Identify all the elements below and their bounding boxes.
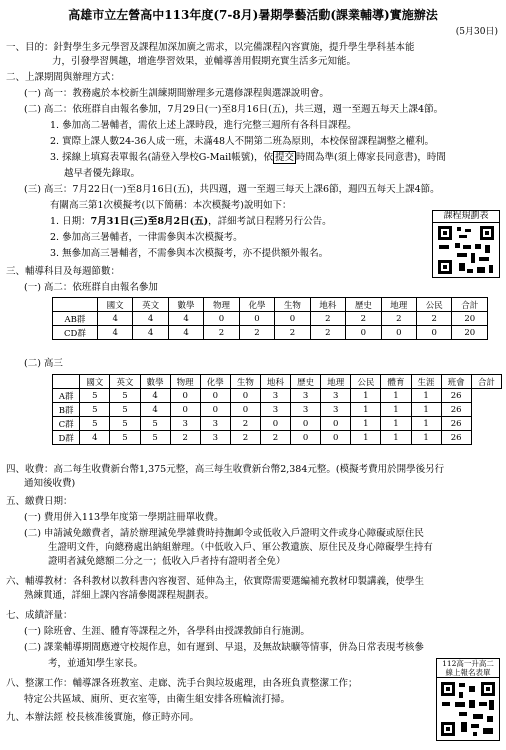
section-2-item-2-b: 2. 實際上課人數24-36人成一班，未滿48人不開第二班為原則，本校保留課程調整之權利。 (50, 136, 435, 147)
table-cell: 2 (381, 312, 416, 326)
table-row (53, 389, 502, 403)
boxed-word: 提交 (274, 152, 294, 163)
table-cell: 0 (170, 403, 200, 417)
qr-label (437, 659, 499, 678)
section-2-item-3-c: 3. 無參加高三暑輔者，不需參與本次模擬考，亦不提供額外報名。 (50, 248, 329, 259)
table-header-cell: 公民 (417, 298, 452, 312)
section-3-heading: 三、輔導科目及每週節數： (6, 266, 121, 277)
table-cell: 1 (411, 417, 441, 431)
section-7-item-2-cont: 考，並通知學生家長。 (48, 658, 144, 669)
table-cell: 2 (275, 326, 310, 340)
table-cell: 0 (200, 389, 230, 403)
table-cell: D群 (53, 431, 80, 445)
table-cell: 5 (140, 431, 170, 445)
section-2-item-2-c (50, 152, 446, 164)
section-8-cleaning-cont: 特定公共區域、廁所、更衣室等，由衛生組安排各班輪流打掃。 (24, 694, 291, 705)
table-cell: 0 (321, 431, 351, 445)
table-cell: 0 (200, 403, 230, 417)
document-title: 高雄市立左營高中113年度(7-8月)暑期學藝活動(課業輔導)實施辦法 (68, 8, 438, 22)
table-cell: 5 (110, 403, 140, 417)
table-header-cell: 公民 (351, 375, 381, 389)
table-cell: 1 (381, 389, 411, 403)
table-cell: 0 (260, 417, 290, 431)
section-9-approval: 九、本辦法經 校長核准後實施，修正時亦同。 (6, 712, 200, 723)
table-cell: 1 (351, 417, 381, 431)
table-cell: 0 (230, 403, 260, 417)
qr-code-icon (433, 223, 499, 277)
table-cell: 5 (110, 389, 140, 403)
table-cell: 0 (417, 326, 452, 340)
signup-form-qr[interactable] (436, 658, 500, 741)
table-cell: 0 (321, 417, 351, 431)
grade12-subject-table (52, 374, 502, 445)
section-5-item-1: (一) 費用併入113學年度第一學期註冊單收費。 (24, 512, 224, 523)
table-cell: 3 (170, 417, 200, 431)
table-cell: 26 (441, 389, 471, 403)
table-cell: 0 (381, 326, 416, 340)
section-2-item-2-a: 1. 參加高二暑輔者，需依上述上課時段，進行完整三週所有各科目課程。 (50, 120, 357, 131)
table-cell: B群 (53, 403, 80, 417)
section-4-fees: 四、收費：高二每生收費新台幣1,375元整，高三每生收費新台幣2,384元整。(模擬考費用於開學後另行 (6, 464, 445, 475)
table-cell: 4 (97, 312, 132, 326)
course-plan-qr[interactable] (432, 210, 500, 278)
table-cell: 1 (411, 389, 441, 403)
table-header-cell: 化學 (200, 375, 230, 389)
table-cell: 26 (441, 431, 471, 445)
table-cell: 2 (230, 431, 260, 445)
section-2-item-1: (一) 高一：教務處於本校新生訓練期間辦理多元選修課程與選課說明會。 (24, 88, 329, 99)
table-cell: 2 (310, 312, 345, 326)
section-2-item-3-note: 有關高三第1次模擬考(以下簡稱：本次模擬考)說明如下： (50, 200, 292, 211)
section-1-purpose-cont: 力，引發學習興趣，增進學習效果，並輔導善用假期充實生活多元知能。 (52, 56, 357, 67)
table-header-cell: 物理 (204, 298, 239, 312)
text-segment: 時間為準(須上傳家長同意書)，時間 (295, 152, 446, 163)
table-header-cell: 合計 (471, 375, 501, 389)
table-cell: 2 (310, 326, 345, 340)
table-cell: 1 (351, 389, 381, 403)
section-5-item-2: (二) 申請減免繳費者，請於辦理減免學雜費時持撫卹令或低收入戶證明文件或身心障礙或原住民 (24, 528, 424, 539)
table-cell: 4 (168, 312, 203, 326)
table-cell: A群 (53, 389, 80, 403)
table-cell: 0 (346, 326, 381, 340)
bold-date: 7月31日(三)至8月2日(五) (90, 216, 209, 227)
section-6-materials: 六、輔導教材：各科教材以教科書內容複習、延伸為主，依實際需要選編補充教材印製講義，使學生 (6, 576, 425, 587)
section-1-purpose: 一、目的：針對學生多元學習及課程加深加廣之需求，以完備課程內容實施，提升學生學科基本能 (6, 42, 415, 53)
section-2-item-2: (二) 高二：依班群自由報名參加，7月29日(一)至8月16日(五)，共三週，週一至週五每天上課4節。 (24, 104, 444, 115)
table-cell: 5 (80, 403, 110, 417)
table-header-cell: 合計 (452, 298, 488, 312)
table-cell: 26 (441, 403, 471, 417)
table-cell: 2 (170, 431, 200, 445)
table-cell: 3 (200, 431, 230, 445)
table-cell: 2 (417, 312, 452, 326)
table-cell: 2 (239, 326, 274, 340)
text-segment: ，詳細考試日程將另行公告。 (208, 216, 332, 227)
table-cell: 0 (291, 431, 321, 445)
section-3-item-1: (一) 高二：依班群自由報名參加 (24, 282, 158, 293)
table-cell: 1 (411, 431, 441, 445)
table-header-cell (53, 298, 98, 312)
table-cell: 0 (204, 312, 239, 326)
table-header-cell: 地理 (381, 298, 416, 312)
table-cell: 4 (80, 431, 110, 445)
table-header-cell: 體育 (381, 375, 411, 389)
table-cell: 26 (441, 417, 471, 431)
table-row (53, 417, 502, 431)
table-cell: 3 (260, 389, 290, 403)
table-header-cell: 歷史 (346, 298, 381, 312)
table-header-cell: 英文 (133, 298, 168, 312)
section-8-cleaning: 八、整潔工作：輔導課各班教室、走廊、洗手台與垃圾處理，由各班負責整潔工作； (6, 678, 358, 689)
qr-code-icon (437, 678, 499, 740)
table-cell: 0 (170, 389, 200, 403)
table-cell: 3 (321, 389, 351, 403)
table-cell: 20 (452, 326, 488, 340)
table-cell: 5 (140, 417, 170, 431)
table-cell: 1 (381, 431, 411, 445)
table-cell: 2 (204, 326, 239, 340)
table-header-row (53, 375, 502, 389)
section-2-item-3-b: 2. 參加高三暑輔者，一律需參與本次模擬考。 (50, 232, 243, 243)
table-cell: 0 (230, 389, 260, 403)
table-cell: 2 (260, 431, 290, 445)
table-cell: 1 (381, 403, 411, 417)
table-cell: 0 (239, 312, 274, 326)
table-cell: 4 (97, 326, 132, 340)
table-header-cell: 化學 (239, 298, 274, 312)
table-cell: 3 (260, 403, 290, 417)
table-cell: AB群 (53, 312, 98, 326)
grade11-subject-table (52, 297, 488, 340)
table-cell: 5 (80, 389, 110, 403)
table-cell: 5 (80, 417, 110, 431)
table-header-cell: 地科 (260, 375, 290, 389)
section-7-heading: 七、成績評量： (6, 610, 73, 621)
table-cell: 4 (133, 326, 168, 340)
table-cell: 4 (168, 326, 203, 340)
table-cell: 20 (452, 312, 488, 326)
section-3-item-2: (二) 高三 (24, 358, 63, 369)
section-7-item-2: (二) 課業輔導期間應遵守校規作息，如有遲到、早退，及無故缺曠等情事，併為日常表現考核參 (24, 642, 424, 653)
table-header-cell: 國文 (97, 298, 132, 312)
table-header-cell: 班會 (441, 375, 471, 389)
table-header-cell: 物理 (170, 375, 200, 389)
table-cell: CD群 (53, 326, 98, 340)
table-row (53, 431, 502, 445)
text-segment: 1. 日期： (50, 216, 91, 227)
table-cell: 3 (321, 403, 351, 417)
table-header-cell: 地理 (321, 375, 351, 389)
table-cell: 1 (351, 431, 381, 445)
qr-label-line-1: 112高一升高二 (442, 659, 494, 668)
table-cell: 3 (200, 417, 230, 431)
qr-label: 課程規劃表 (433, 211, 499, 223)
table-cell: 4 (140, 389, 170, 403)
table-header-cell: 生涯 (411, 375, 441, 389)
table-cell: C群 (53, 417, 80, 431)
table-header-cell: 國文 (80, 375, 110, 389)
table-cell: 2 (346, 312, 381, 326)
table-cell: 0 (275, 312, 310, 326)
table-cell: 1 (351, 403, 381, 417)
section-2-item-2-c-cont: 越早者優先錄取。 (64, 168, 141, 179)
table-cell: 1 (411, 403, 441, 417)
section-2-heading: 二、上課期間與辦理方式： (6, 72, 121, 83)
table-cell: 4 (140, 403, 170, 417)
table-cell: 3 (291, 403, 321, 417)
table-header-cell: 英文 (110, 375, 140, 389)
table-header-cell: 數學 (168, 298, 203, 312)
table-header-row (53, 298, 488, 312)
table-row (53, 403, 502, 417)
section-7-item-1: (一) 除班會、生涯、體育等課程之外，各學科由授課教師自行施測。 (24, 626, 310, 637)
table-row (53, 326, 488, 340)
qr-label-line-2: 線上報名表單 (445, 668, 491, 677)
table-cell: 2 (230, 417, 260, 431)
section-2-item-3: (三) 高三：7月22日(一)至8月16日(五)，共四週，週一至週三每天上課6節，週四五每天上課4節。 (24, 184, 440, 195)
table-cell: 3 (291, 389, 321, 403)
table-header-cell (53, 375, 80, 389)
section-4-fees-cont: 通知後收費) (24, 478, 76, 489)
table-header-cell: 生物 (230, 375, 260, 389)
table-header-cell: 地科 (310, 298, 345, 312)
section-5-item-2-cont: 生證明文件，向總務處出納組辦理。（中低收入戶、軍公教遺族、原住民及身心障礙學生持有 (48, 542, 433, 553)
table-header-cell: 歷史 (291, 375, 321, 389)
section-5-heading: 五、繳費日期： (6, 496, 73, 507)
table-row (53, 312, 488, 326)
table-cell: 0 (291, 417, 321, 431)
text-segment: 3. 採線上填寫表單報名(請登入學校G-Mail帳號)，依 (50, 152, 273, 163)
table-cell: 1 (381, 417, 411, 431)
table-header-cell: 生物 (275, 298, 310, 312)
table-cell: 5 (110, 417, 140, 431)
table-cell: 4 (133, 312, 168, 326)
section-6-materials-cont: 熟練貫通，詳細上課內容請參閱課程規劃表。 (24, 590, 215, 601)
document-date: (5月30日) (455, 27, 498, 37)
section-2-item-3-a (50, 216, 332, 228)
table-header-cell: 數學 (140, 375, 170, 389)
table-cell: 5 (110, 431, 140, 445)
section-5-item-2-cont2: 證明者減免總額二分之一；低收入戶者持有證明者全免） (48, 556, 286, 567)
